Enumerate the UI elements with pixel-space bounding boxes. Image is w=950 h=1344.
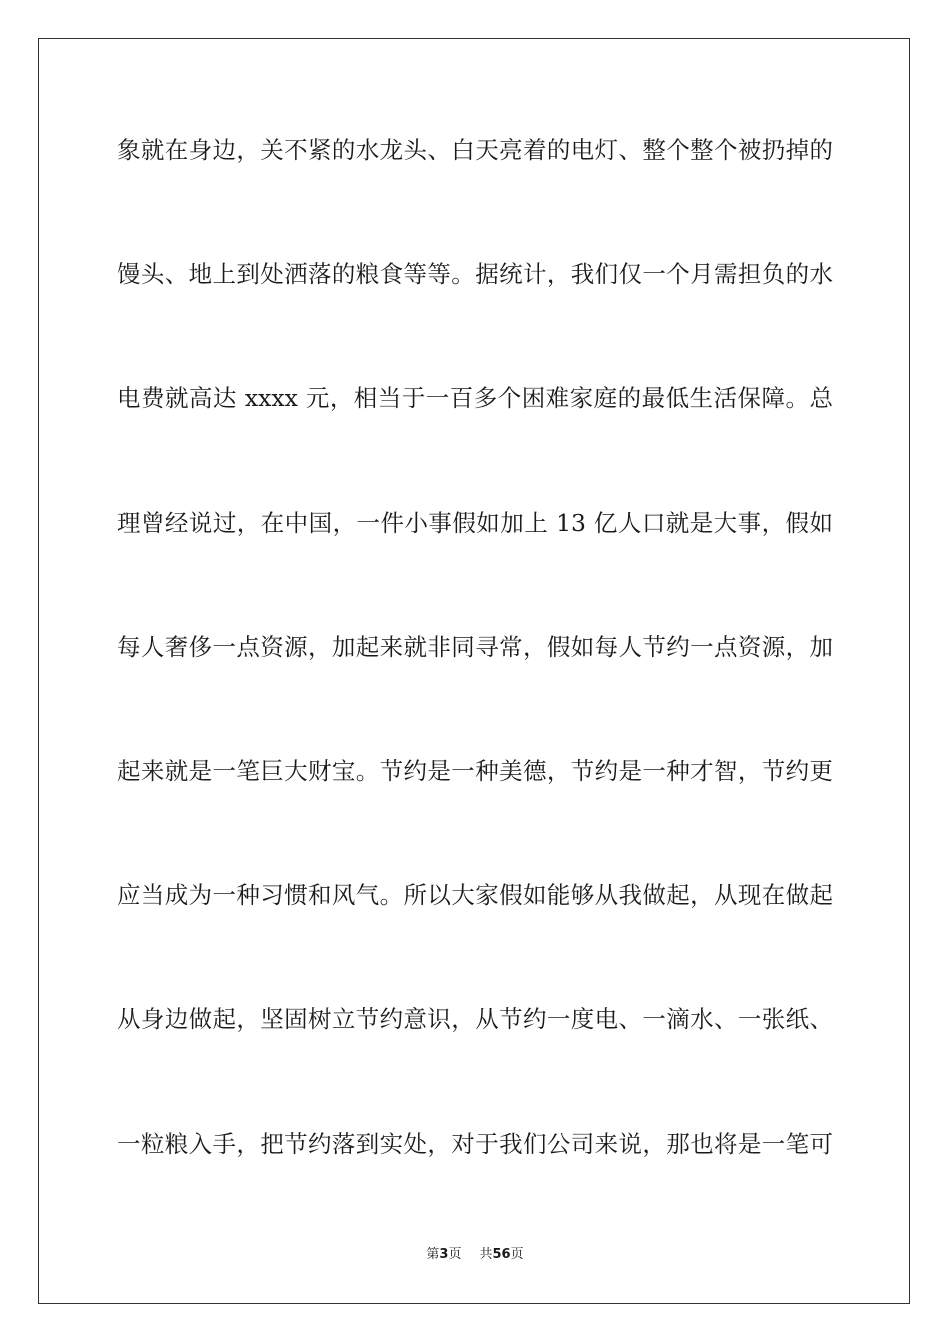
- total-pages: 56: [492, 1247, 511, 1262]
- total-prefix: 共: [479, 1247, 493, 1262]
- page-border: [38, 38, 910, 1304]
- body-text-line: 起来就是一笔巨大财宝。节约是一种美德，节约是一种才智，节约更: [117, 757, 833, 785]
- body-text-line: 馒头、地上到处洒落的粮食等等。据统计，我们仅一个月需担负的水: [117, 260, 833, 288]
- page-suffix: 页: [448, 1247, 462, 1262]
- body-text-line: 从身边做起，坚固树立节约意识，从节约一度电、一滴水、一张纸、: [117, 1005, 833, 1033]
- body-text-line: 理曾经说过，在中国，一件小事假如加上 13 亿人口就是大事，假如: [117, 509, 833, 537]
- page-prefix: 第: [426, 1247, 440, 1262]
- body-text-line: 电费就高达 xxxx 元，相当于一百多个困难家庭的最低生活保障。总: [117, 384, 833, 412]
- page-footer: [0, 1246, 950, 1264]
- body-text-line: 象就在身边，关不紧的水龙头、白天亮着的电灯、整个整个被扔掉的: [117, 136, 833, 164]
- body-text-line: 每人奢侈一点资源，加起来就非同寻常，假如每人节约一点资源，加: [117, 633, 833, 661]
- page-number: 3: [439, 1247, 449, 1262]
- body-text-line: 应当成为一种习惯和风气。所以大家假如能够从我做起，从现在做起: [117, 881, 833, 909]
- body-text-line: 一粒粮入手，把节约落到实处，对于我们公司来说，那也将是一笔可: [117, 1130, 833, 1158]
- total-suffix: 页: [510, 1247, 524, 1262]
